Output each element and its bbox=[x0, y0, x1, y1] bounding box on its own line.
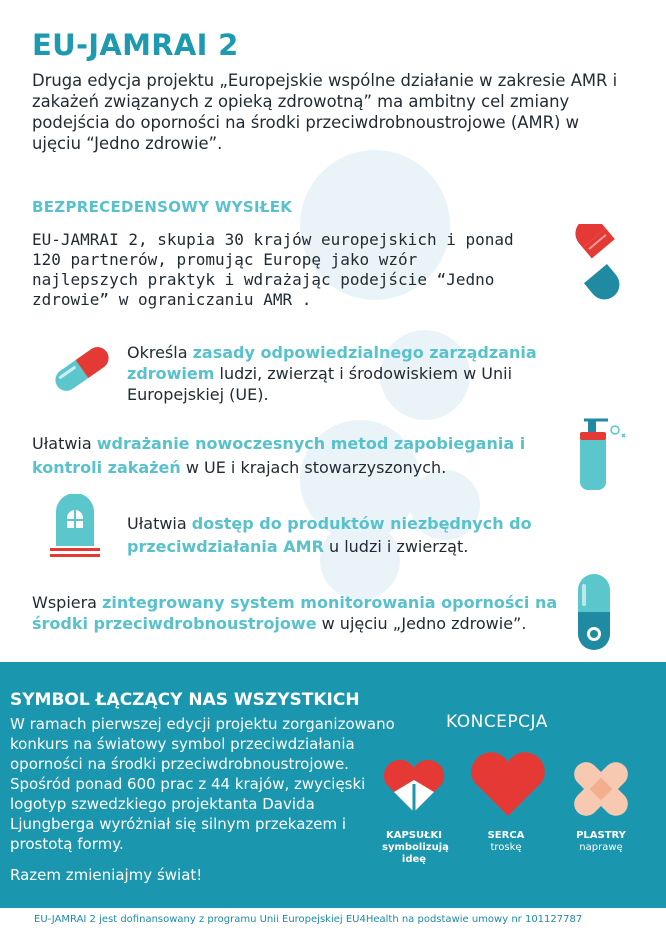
point-prefix: Ułatwia bbox=[32, 434, 97, 453]
spray-bottle-icon bbox=[570, 414, 630, 492]
point-prefix: Ułatwia bbox=[127, 514, 192, 533]
section-heading: BEZPRECEDENSOWY WYSIŁEK bbox=[32, 198, 293, 216]
effort-line: EU-JAMRAI 2, skupia 30 krajów europejskich i ponad bbox=[32, 230, 514, 249]
effort-line: 120 partnerów, promując Europę jako wzór bbox=[32, 250, 418, 269]
symbol-closing: Razem zmieniajmy świat! bbox=[10, 866, 203, 884]
plaster-icon bbox=[566, 754, 636, 824]
effort-line: najlepszych praktyk i wdrażając podejście “Jedno bbox=[32, 270, 495, 289]
point-text bbox=[127, 342, 567, 405]
point-highlight: zasady odpowiedzialnego zarządzania zdrowiem bbox=[127, 343, 537, 383]
point-suffix: w UE i krajach stowarzyszonych. bbox=[180, 458, 447, 477]
concept-title: KONCEPCJA bbox=[446, 712, 548, 732]
concept-caption-light: troskę bbox=[490, 842, 522, 853]
page-title: EU-JAMRAI 2 bbox=[32, 28, 239, 62]
effort-line: zdrowie” w ograniczaniu AMR . bbox=[32, 290, 312, 309]
concept-caption bbox=[451, 830, 561, 854]
point-text bbox=[32, 592, 572, 634]
concept-caption bbox=[546, 830, 656, 854]
point-highlight: wdrażanie nowoczesnych metod zapobiegania i kontroli zakażeń bbox=[32, 434, 526, 477]
heart-icon bbox=[468, 748, 548, 820]
intro-paragraph: Druga edycja projektu „Europejskie wspólne działanie w zakresie AMR i zakażeń związanych z opieką zdrowotną” ma ambitny cel zmiany podejścia do oporności na środki przeciwdrobnoustrojowe (AMR) w ujęciu “Jedno zdrowie”. bbox=[32, 71, 618, 153]
symbol-paragraph: W ramach pierwszej edycji projektu zorganizowano konkurs na światowy symbol przeciwdziałania oporności na środki przeciwdrobnoustrojowe. Spośród ponad 600 prac z 44 krajów, zwycięski logotyp szwedzkiego projektanta Davida Ljungberga wyróżniał się silnym przekazem i prostotą formy. bbox=[10, 715, 395, 853]
concept-caption-light: naprawę bbox=[579, 842, 623, 853]
funding-footer: EU-JAMRAI 2 jest dofinansowany z programu Unii Europejskiej EU4Health na podstawie umowy nr 101127787 bbox=[34, 914, 583, 925]
point-suffix: ludzi, zwierząt i środowiskiem w Unii Europejskiej (UE). bbox=[127, 364, 513, 404]
point-text bbox=[32, 432, 552, 480]
effort-paragraph bbox=[32, 230, 542, 310]
point-suffix: w ujęciu „Jedno zdrowie”. bbox=[316, 614, 527, 633]
point-prefix: Wspiera bbox=[32, 593, 103, 612]
capsule-icon bbox=[560, 224, 640, 300]
point-prefix: Określa bbox=[127, 343, 193, 362]
concept-caption-bold: KAPSUŁKI symbolizują ideę bbox=[382, 830, 449, 865]
point-highlight: dostęp do produktów niezbędnych do przeciwdziałania AMR bbox=[127, 514, 532, 556]
capsule-camera-icon bbox=[574, 572, 614, 652]
pill-icon bbox=[46, 344, 118, 394]
concept-caption-bold: SERCA bbox=[487, 830, 525, 841]
capsule-heart-icon bbox=[380, 752, 448, 820]
door-icon bbox=[50, 494, 100, 558]
point-highlight: zintegrowany system monitorowania oporności na środki przeciwdrobnoustrojowe bbox=[32, 593, 558, 633]
point-suffix: u ludzi i zwierząt. bbox=[323, 537, 469, 556]
symbol-heading: SYMBOL ŁĄCZĄCY NAS WSZYSTKICH bbox=[10, 690, 360, 710]
concept-caption-bold: PLASTRY bbox=[576, 830, 626, 841]
point-text bbox=[127, 512, 547, 558]
